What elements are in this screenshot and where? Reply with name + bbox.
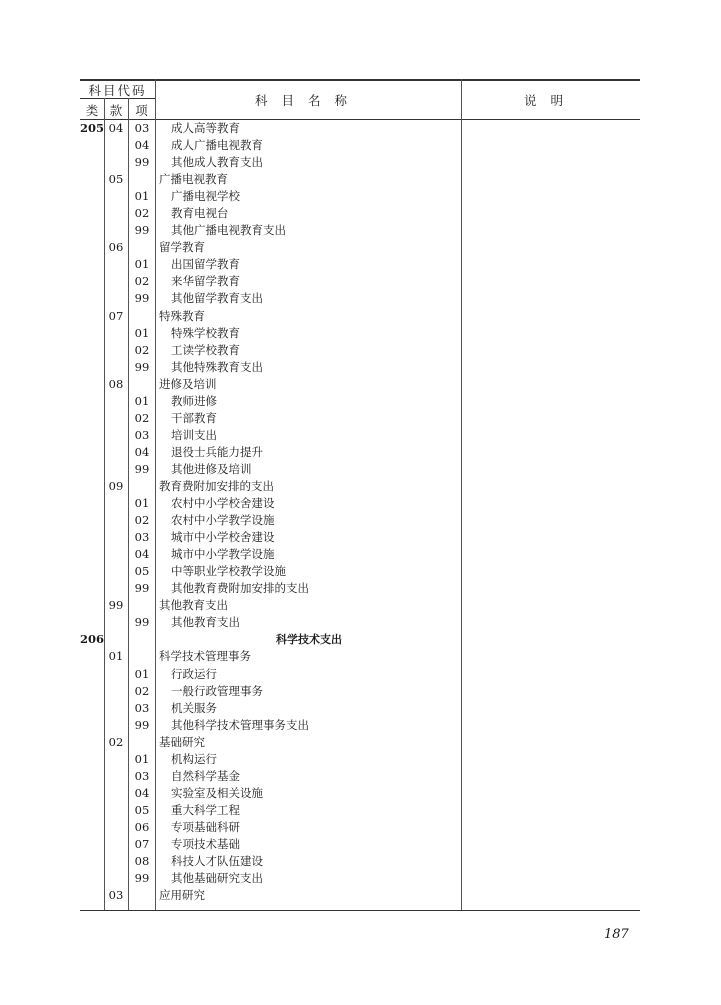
table-row xyxy=(80,666,640,683)
cell-xiang-code: 03 xyxy=(134,700,150,715)
cell-xiang-code: 07 xyxy=(134,836,150,851)
cell-subject-name: 来华留学教育 xyxy=(171,274,240,289)
table-row xyxy=(80,768,640,785)
cell-subject-name: 干部教育 xyxy=(171,410,217,425)
cell-xiang-code: 05 xyxy=(134,564,150,579)
cell-xiang-code: 03 xyxy=(134,427,150,442)
cell-kuan-code: 01 xyxy=(108,649,124,664)
cell-subject-name: 其他进修及培训 xyxy=(171,461,252,476)
table-row xyxy=(80,461,640,478)
table-row xyxy=(80,529,640,546)
cell-subject-name: 机关服务 xyxy=(171,700,217,715)
cell-xiang-code: 03 xyxy=(134,121,150,135)
cell-xiang-code: 02 xyxy=(134,513,150,528)
cell-xiang-code: 02 xyxy=(134,342,150,357)
table-row xyxy=(80,870,640,887)
cell-xiang-code: 02 xyxy=(134,410,150,425)
cell-xiang-code: 99 xyxy=(134,461,150,476)
cell-subject-name: 中等职业学校教学设施 xyxy=(171,564,286,579)
table-row xyxy=(80,154,640,171)
cell-subject-name: 留学教育 xyxy=(159,240,205,255)
cell-subject-name: 其他特殊教育支出 xyxy=(171,359,263,374)
header-kuan: 款 xyxy=(109,103,123,118)
cell-subject-name: 教育费附加安排的支出 xyxy=(159,478,274,493)
table-row xyxy=(80,546,640,563)
cell-xiang-code: 99 xyxy=(134,615,150,630)
table-row xyxy=(80,648,640,665)
cell-subject-name: 行政运行 xyxy=(171,666,217,681)
table-row xyxy=(80,171,640,188)
cell-subject-name: 基础研究 xyxy=(159,734,205,749)
cell-subject-name: 其他教育支出 xyxy=(171,615,240,630)
cell-kuan-code: 06 xyxy=(108,240,124,255)
header-code-group: 科目代码 xyxy=(88,83,147,98)
table-row xyxy=(80,342,640,359)
table-row xyxy=(80,853,640,870)
cell-kuan-code: 08 xyxy=(108,376,124,391)
table-row xyxy=(80,205,640,222)
section-row xyxy=(80,631,640,648)
table-row xyxy=(80,700,640,717)
cell-kuan-code: 03 xyxy=(108,888,124,903)
cell-kuan-code: 05 xyxy=(108,172,124,187)
cell-subject-name: 特殊教育 xyxy=(159,308,205,323)
cell-subject-name: 科学技术管理事务 xyxy=(159,649,251,664)
cell-kuan-code: 99 xyxy=(108,598,124,613)
cell-subject-name: 自然科学基金 xyxy=(171,768,240,783)
cell-subject-name: 其他广播电视教育支出 xyxy=(171,223,286,238)
budget-subject-table xyxy=(80,79,640,911)
cell-xiang-code: 03 xyxy=(134,530,150,545)
cell-subject-name: 其他留学教育支出 xyxy=(171,291,263,306)
table-row xyxy=(80,717,640,734)
cell-subject-name: 机构运行 xyxy=(171,751,217,766)
table-row xyxy=(80,597,640,614)
cell-xiang-code: 99 xyxy=(134,155,150,170)
cell-xiang-code: 01 xyxy=(134,666,150,681)
table-row xyxy=(80,751,640,768)
table-row xyxy=(80,325,640,342)
cell-subject-name: 其他教育支出 xyxy=(159,598,228,613)
cell-subject-name: 出国留学教育 xyxy=(171,257,240,272)
table-row xyxy=(80,308,640,325)
table-row xyxy=(80,137,640,154)
cell-xiang-code: 99 xyxy=(134,581,150,596)
cell-xiang-code: 06 xyxy=(134,819,150,834)
cell-subject-name: 退役士兵能力提升 xyxy=(171,444,263,459)
table-body xyxy=(80,120,640,904)
table-row xyxy=(80,376,640,393)
cell-subject-name: 应用研究 xyxy=(159,888,205,903)
cell-xiang-code: 08 xyxy=(134,854,150,869)
cell-subject-name: 实验室及相关设施 xyxy=(171,785,263,800)
cell-subject-name: 培训支出 xyxy=(171,427,217,442)
cell-subject-name: 成人高等教育 xyxy=(171,121,240,135)
table-row xyxy=(80,580,640,597)
cell-subject-name: 其他成人教育支出 xyxy=(171,155,263,170)
cell-subject-name: 其他科学技术管理事务支出 xyxy=(171,717,309,732)
cell-xiang-code: 04 xyxy=(134,444,150,459)
table-row xyxy=(80,683,640,700)
cell-xiang-code: 01 xyxy=(134,751,150,766)
cell-kuan-code: 07 xyxy=(108,308,124,323)
cell-xiang-code: 02 xyxy=(134,683,150,698)
table-row xyxy=(80,614,640,631)
table-row xyxy=(80,359,640,376)
cell-lei-code: 206 xyxy=(80,632,105,647)
table-top-rule xyxy=(80,79,640,81)
cell-xiang-code: 03 xyxy=(134,768,150,783)
table-row xyxy=(80,222,640,239)
table-row xyxy=(80,273,640,290)
cell-xiang-code: 01 xyxy=(134,189,150,204)
cell-subject-name: 城市中小学校舍建设 xyxy=(171,530,275,545)
table-row xyxy=(80,819,640,836)
table-row xyxy=(80,427,640,444)
table-row xyxy=(80,785,640,802)
table-row xyxy=(80,512,640,529)
cell-xiang-code: 01 xyxy=(134,257,150,272)
table-row xyxy=(80,836,640,853)
cell-kuan-code: 09 xyxy=(108,478,124,493)
cell-subject-name: 专项技术基础 xyxy=(171,836,240,851)
table-row xyxy=(80,239,640,256)
table-row xyxy=(80,290,640,307)
cell-lei-code: 205 xyxy=(80,121,105,135)
table-row xyxy=(80,478,640,495)
cell-subject-name: 工读学校教育 xyxy=(171,342,240,357)
cell-subject-name: 城市中小学教学设施 xyxy=(171,547,275,562)
cell-xiang-code: 04 xyxy=(134,138,150,153)
table-row xyxy=(80,563,640,580)
cell-xiang-code: 99 xyxy=(134,291,150,306)
cell-subject-name: 广播电视学校 xyxy=(171,189,240,204)
table-row xyxy=(80,393,640,410)
cell-subject-name: 特殊学校教育 xyxy=(171,325,240,340)
header-lei: 类 xyxy=(85,103,99,118)
cell-xiang-code: 99 xyxy=(134,359,150,374)
header-xiang: 项 xyxy=(135,103,148,118)
table-row xyxy=(80,120,640,137)
cell-subject-name: 一般行政管理事务 xyxy=(171,683,263,698)
table-row xyxy=(80,495,640,512)
header-subject-name: 科目名称 xyxy=(254,93,361,108)
cell-subject-name: 专项基础科研 xyxy=(171,819,240,834)
header-description: 说明 xyxy=(523,93,577,108)
table-row xyxy=(80,410,640,427)
cell-subject-name: 教师进修 xyxy=(171,393,217,408)
table-row xyxy=(80,256,640,273)
cell-xiang-code: 04 xyxy=(134,785,150,800)
table-row xyxy=(80,802,640,819)
cell-subject-name: 成人广播电视教育 xyxy=(171,138,263,153)
cell-subject-name: 重大科学工程 xyxy=(171,802,240,817)
cell-xiang-code: 04 xyxy=(134,547,150,562)
table-row xyxy=(80,887,640,904)
cell-subject-name: 农村中小学教学设施 xyxy=(171,513,275,528)
page-number: 187 xyxy=(604,927,629,942)
cell-subject-name: 广播电视教育 xyxy=(159,172,228,187)
cell-xiang-code: 02 xyxy=(134,206,150,221)
cell-subject-name: 其他教育费附加安排的支出 xyxy=(171,581,309,596)
table-row xyxy=(80,734,640,751)
cell-xiang-code: 01 xyxy=(134,393,150,408)
table-row xyxy=(80,188,640,205)
cell-xiang-code: 99 xyxy=(134,871,150,886)
cell-xiang-code: 01 xyxy=(134,496,150,511)
cell-subject-name: 农村中小学校舍建设 xyxy=(171,496,275,511)
cell-xiang-code: 99 xyxy=(134,717,150,732)
cell-subject-name: 科技人才队伍建设 xyxy=(171,854,263,869)
cell-kuan-code: 04 xyxy=(108,121,124,135)
cell-subject-name: 科学技术支出 xyxy=(276,633,342,647)
table-bottom-rule xyxy=(80,910,640,911)
cell-subject-name: 进修及培训 xyxy=(159,376,217,391)
cell-subject-name: 教育电视台 xyxy=(171,206,229,221)
cell-xiang-code: 99 xyxy=(134,223,150,238)
cell-xiang-code: 01 xyxy=(134,325,150,340)
table-row xyxy=(80,444,640,461)
cell-subject-name: 其他基础研究支出 xyxy=(171,871,263,886)
cell-kuan-code: 02 xyxy=(108,734,124,749)
cell-xiang-code: 02 xyxy=(134,274,150,289)
cell-xiang-code: 05 xyxy=(134,802,150,817)
